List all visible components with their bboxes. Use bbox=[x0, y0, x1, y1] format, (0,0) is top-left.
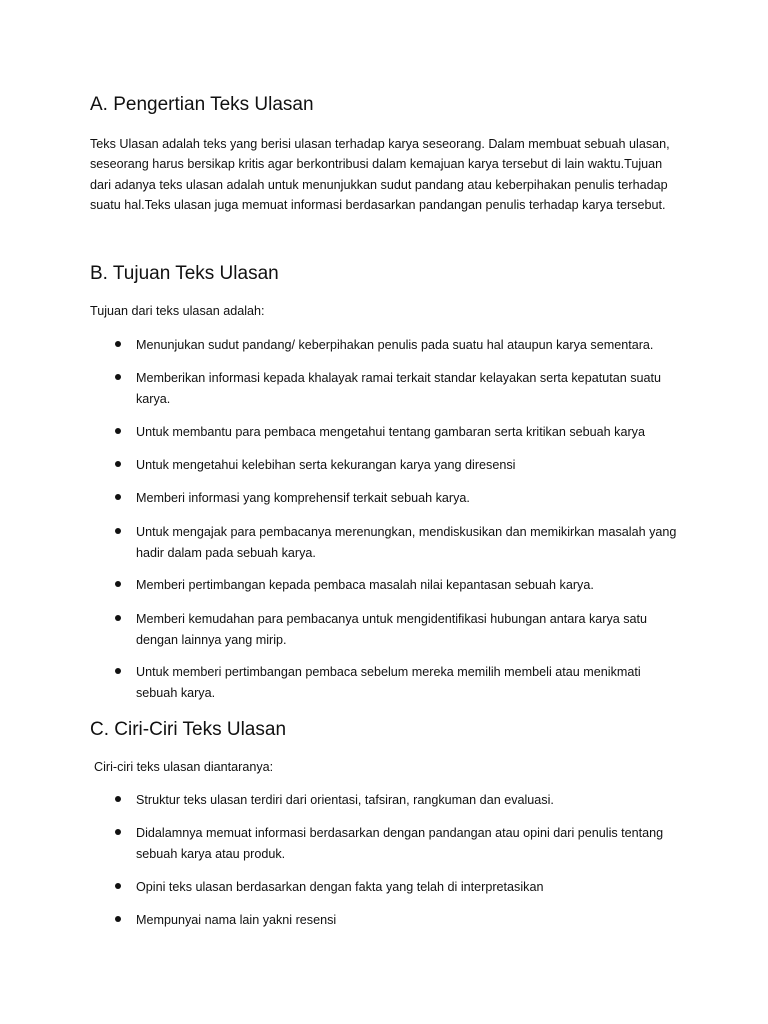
list-item bbox=[0, 368, 768, 412]
list-item-text bbox=[136, 422, 645, 443]
list-item bbox=[0, 910, 768, 954]
section-b-title: B. Tujuan Teks Ulasan bbox=[90, 263, 279, 284]
list-item-text bbox=[136, 368, 661, 409]
list-item-text bbox=[136, 609, 647, 650]
list-item-line: hadir dalam pada sebuah karya. bbox=[136, 545, 316, 560]
bullet-dot bbox=[115, 829, 121, 835]
list-item-line: sebuah karya atau produk. bbox=[136, 846, 286, 861]
list-item-line: Struktur teks ulasan terdiri dari orientasi, tafsiran, rangkuman dan evaluasi. bbox=[136, 793, 554, 807]
list-item bbox=[0, 662, 768, 706]
section-c-title: C. Ciri-Ciri Teks Ulasan bbox=[90, 719, 287, 740]
list-item-line: Memberi kemudahan para pembacanya untuk mengidentifikasi hubungan antara karya satu bbox=[136, 612, 648, 626]
list-item-text bbox=[136, 877, 543, 898]
bullet-dot bbox=[115, 581, 121, 587]
list-item-line: sebuah karya. bbox=[136, 685, 216, 700]
bullet-dot bbox=[115, 528, 121, 534]
list-item-line: Menunjukan sudut pandang/ keberpihakan penulis pada suatu hal ataupun karya sementara. bbox=[136, 338, 654, 352]
section-c-intro: Ciri-ciri teks ulasan diantaranya: bbox=[94, 760, 274, 774]
list-item-line: Didalamnya memuat informasi berdasarkan dengan pandangan atau opini dari penulis tentang bbox=[136, 826, 664, 840]
list-item-line: Memberi pertimbangan kepada pembaca masalah nilai kepantasan sebuah karya. bbox=[136, 578, 594, 592]
section-a-title: A. Pengertian Teks Ulasan bbox=[90, 94, 314, 115]
paragraph-line: suatu hal.Teks ulasan juga memuat informasi berdasarkan pandangan penulis terhadap karya tersebut. bbox=[90, 197, 666, 212]
paragraph-line: dari adanya teks ulasan adalah untuk menunjukkan sudut pandang atau keberpihakan penulis terhadap bbox=[90, 177, 668, 192]
list-item-line: Untuk mengetahui kelebihan serta kekurangan karya yang diresensi bbox=[136, 458, 516, 472]
bullet-dot bbox=[115, 796, 121, 802]
list-item-text bbox=[136, 910, 336, 931]
list-item-line: Untuk membantu para pembaca mengetahui tentang gambaran serta kritikan sebuah karya bbox=[136, 425, 645, 439]
list-item-line: dengan lainnya yang mirip. bbox=[136, 632, 287, 647]
list-item-text bbox=[136, 335, 653, 356]
list-item-line: Untuk memberi pertimbangan pembaca sebelum mereka memilih membeli atau menikmati bbox=[136, 665, 641, 679]
list-item-line: Untuk mengajak para pembacanya merenungkan, mendiskusikan dan memikirkan masalah yang bbox=[136, 525, 677, 539]
paragraph-line: seseorang harus bersikap kritis agar berkontribusi dalam kemajuan karya tersebut di lain waktu.Tujuan bbox=[90, 157, 663, 172]
list-item-line: karya. bbox=[136, 391, 171, 406]
bullet-dot bbox=[115, 615, 121, 621]
list-item-text bbox=[136, 455, 515, 476]
bullet-dot bbox=[115, 461, 121, 467]
list-item-text bbox=[136, 488, 470, 509]
bullet-dot bbox=[115, 341, 121, 347]
list-item-line: Mempunyai nama lain yakni resensi bbox=[136, 913, 337, 927]
list-item-text bbox=[136, 823, 663, 864]
section-a-paragraph bbox=[90, 134, 690, 215]
bullet-dot bbox=[115, 668, 121, 674]
list-item-text bbox=[136, 790, 554, 811]
paragraph-line: Teks Ulasan adalah teks yang berisi ulasan terhadap karya seseorang. Dalam membuat sebuah ulasan, bbox=[90, 137, 670, 151]
list-item-line: Memberi informasi yang komprehensif terkait sebuah karya. bbox=[136, 491, 470, 505]
list-item bbox=[0, 823, 768, 867]
section-b-intro: Tujuan dari teks ulasan adalah: bbox=[90, 304, 265, 318]
bullet-dot bbox=[115, 916, 121, 922]
bullet-dot bbox=[115, 883, 121, 889]
list-item-line: Opini teks ulasan berdasarkan dengan fakta yang telah di interpretasikan bbox=[136, 880, 544, 894]
bullet-dot bbox=[115, 428, 121, 434]
list-item-text bbox=[136, 575, 594, 596]
list-item-text bbox=[136, 522, 676, 563]
list-item bbox=[0, 522, 768, 566]
list-item-line: Memberikan informasi kepada khalayak ramai terkait standar kelayakan serta kepatutan suatu bbox=[136, 371, 662, 385]
list-item bbox=[0, 609, 768, 653]
bullet-dot bbox=[115, 494, 121, 500]
list-item-text bbox=[136, 662, 641, 703]
bullet-dot bbox=[115, 374, 121, 380]
